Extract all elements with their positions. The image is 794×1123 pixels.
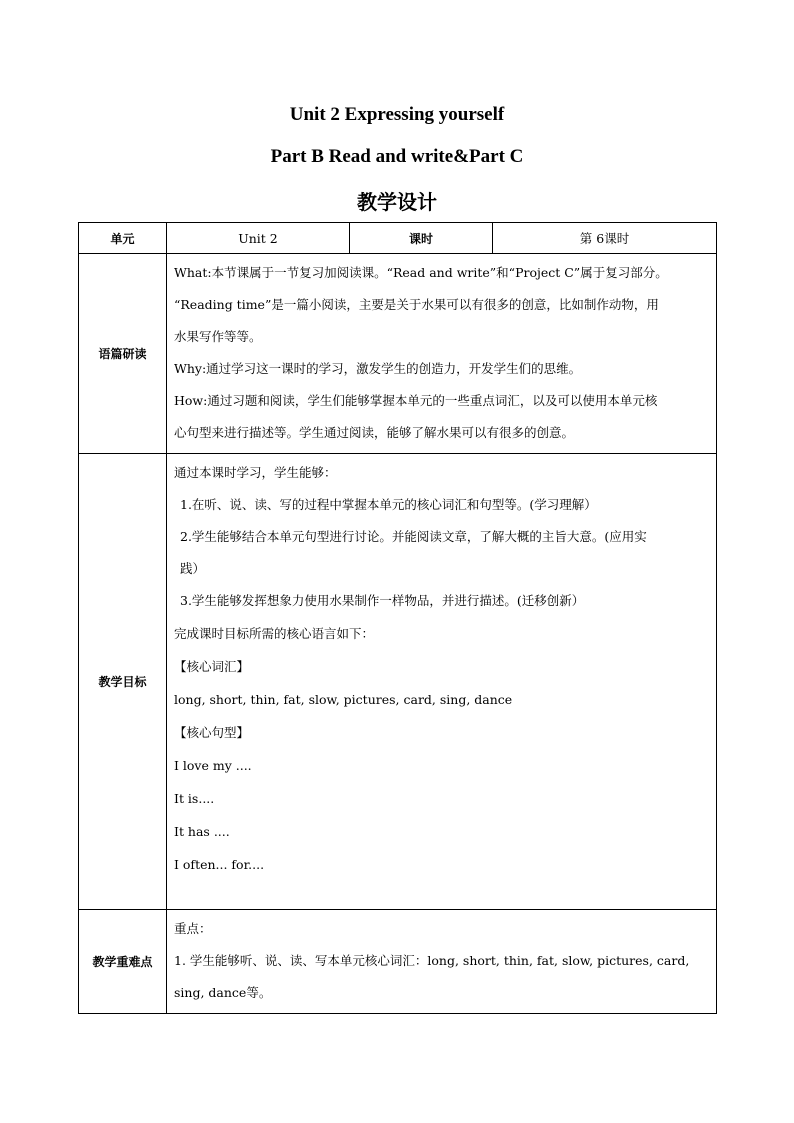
- document-subtitle: Part B Read and write&Part C: [270, 146, 524, 167]
- sentence-pattern: It has ....: [174, 824, 230, 839]
- key-points-row: [79, 910, 717, 1014]
- text-analysis-label: 语篇研读: [79, 254, 167, 454]
- unit-value: Unit 2: [167, 223, 350, 254]
- document-heading: 教学设计: [357, 190, 437, 214]
- objective-item: 1.在听、说、读、写的过程中掌握本单元的核心词汇和句型等。(学习理解）: [180, 497, 597, 512]
- core-language-intro: 完成课时目标所需的核心语言如下：: [174, 626, 375, 641]
- sentence-pattern: I often... for....: [174, 857, 265, 872]
- sentence-pattern: It is....: [174, 791, 215, 806]
- text-analysis-line: What:本节课属于一节复习加阅读课。“Read and write”和“Project C”属于复习部分。: [174, 265, 668, 280]
- text-analysis-line: 水果写作等等。: [174, 329, 262, 344]
- objective-item: 践）: [180, 561, 206, 576]
- text-analysis-content: [167, 254, 717, 454]
- text-analysis-line: Why:通过学习这一课时的学习，激发学生的创造力，开发学生们的思维。: [174, 361, 582, 376]
- text-analysis-line: How:通过习题和阅读，学生们能够掌握本单元的一些重点词汇，以及可以使用本单元核: [174, 393, 658, 408]
- key-points-label: 教学重难点: [79, 910, 167, 1014]
- objective-item: 3.学生能够发挥想象力使用水果制作一样物品，并进行描述。(迁移创新）: [180, 593, 585, 608]
- header-row: [79, 223, 717, 254]
- objective-item: 2.学生能够结合本单元句型进行讨论。并能阅读文章，了解大概的主旨大意。(应用实: [180, 529, 647, 544]
- key-points-line: sing, dance等。: [174, 985, 272, 1000]
- objectives-intro: 通过本课时学习，学生能够：: [174, 465, 337, 480]
- unit-label: 单元: [79, 223, 167, 254]
- text-analysis-row: [79, 254, 717, 454]
- key-points-line: 1. 学生能够听、说、读、写本单元核心词汇：long, short, thin, fat, slow, pictures, card,: [174, 953, 690, 968]
- period-value: 第 6课时: [493, 223, 717, 254]
- text-analysis-line: 心句型来进行描述等。学生通过阅读，能够了解水果可以有很多的创意。: [174, 425, 575, 440]
- objectives-content: [167, 454, 717, 910]
- text-analysis-line: “Reading time”是一篇小阅读，主要是关于水果可以有很多的创意，比如制作动物，用: [174, 297, 659, 312]
- period-label: 课时: [350, 223, 493, 254]
- lesson-plan-table: [78, 222, 717, 1014]
- vocab-list: long, short, thin, fat, slow, pictures, card, sing, dance: [174, 692, 513, 707]
- sentence-heading: 【核心句型】: [174, 725, 250, 740]
- key-points-heading: 重点：: [174, 921, 212, 936]
- objectives-row: [79, 454, 717, 910]
- document-title: Unit 2 Expressing yourself: [289, 104, 505, 125]
- sentence-pattern: I love my ....: [174, 758, 252, 773]
- objectives-label: 教学目标: [79, 454, 167, 910]
- vocab-heading: 【核心词汇】: [174, 659, 250, 674]
- key-points-content: [167, 910, 717, 1014]
